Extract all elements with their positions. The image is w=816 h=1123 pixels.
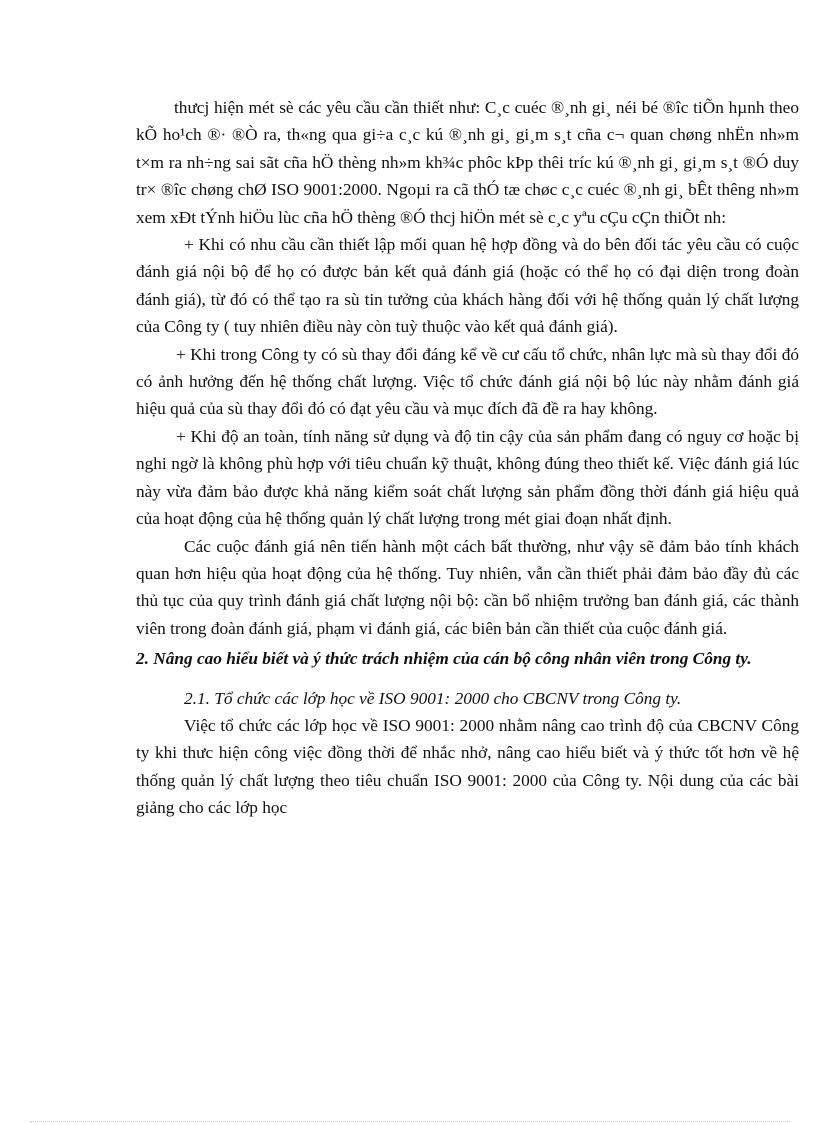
page-bottom-divider (30, 1121, 790, 1122)
body-paragraph-training: Việc tổ chức các lớp học về ISO 9001: 2000 nhằm nâng cao trình độ của CBCNV Công ty khi thưc hiện công việc đồng thời để nhắc nhở, nâng cao hiểu biết và ý thức tốt hơn về hệ thống quản lý chất lượng theo tiêu chuẩn ISO 9001: 2000 của Công ty. Nội dung của các bài giảng cho các lớp học (136, 715, 799, 818)
body-paragraph-product-safety-case: + Khi độ an toàn, tính năng sử dụng và độ tin cậy của sản phẩm đang có nguy cơ hoặc bị nghi ngờ là không phù hợp với tiêu chuẩn kỹ thuật, không đúng theo thiết kế. Việc đánh giá lúc này vừa đảm bảo được khả năng kiểm soát chất lượng sản phẩm đồng thời đánh giá hiệu quả của hoạt động của hệ thống quản lý chất lượng trong mét giai đoạn nhất định. (136, 426, 799, 529)
body-paragraph-structure-change-case: + Khi trong Công ty có sù thay đổi đáng kể về cư cấu tổ chức, nhân lực mà sù thay đổi đó có ảnh hưởng đến hệ thống chất lượng. Việc tổ chức đánh giá nội bộ lúc này nhằm đánh giá hiệu quả của sù thay đổi đó có đạt yêu cầu và mục đích đã đề ra hay không. (136, 344, 799, 419)
body-paragraph-intro: thưcj hiện mét sè các yêu cầu cần thiết như: C¸c cuéc ®¸nh gi¸ néi bé ®îc tiÕn hµnh theo kÕ ho¹ch ®· ®Ò ra, th«ng qua gi÷a c¸c kú ®¸nh gi¸ gi¸m s¸t cña c¬ quan chøng nhËn nh»m t×m ra nh÷ng sai sãt cña hÖ thèng nh»m kh¾c phôc kÞp thêi tríc kú ®¸nh gi¸ gi¸m s¸t ®Ó duy tr× ®îc chøng chØ ISO 9001:2000. Ngoµi ra cã thÓ tæ chøc c¸c cuéc ®¸nh gi¸ bÊt thêng nh»m xem xÐt tÝnh hiÖu lùc cña hÖ thèng ®Ó thcj hiÖn mét sè c¸c yªu cÇu cÇn thiÕt nh: (136, 98, 799, 227)
section-heading-2: 2. Nâng cao hiểu biết và ý thức trách nhiệm của cán bộ công nhân viên trong Công ty. (136, 649, 752, 669)
page-body (136, 94, 799, 822)
body-paragraph-irregular-audits: Các cuộc đánh giá nên tiến hành một cách bất thường, như vậy sẽ đảm bảo tính khách quan hơn hiệu qủa hoạt động của hệ thống. Tuy nhiên, vẫn cần thiết phải đảm bảo đầy đủ các thủ tục của quy trình đánh giá chất lượng nội bộ: cần bổ nhiệm trưởng ban đánh giá, các thành viên trong đoàn đánh giá, phạm vi đánh giá, các biên bản cần thiết của cuộc đánh giá. (136, 536, 799, 638)
body-paragraph-contract-case: + Khi có nhu cầu cần thiết lập mối quan hệ hợp đồng và do bên đối tác yêu cầu có cuộc đánh giá nội bộ để họ có được bản kết quả đánh giá (hoặc có thể họ có đại diện trong đoàn đánh giá), từ đó có thể tạo ra sù tin tưởng của khách hàng đối với hệ thống quản lý chất lượng của Công ty ( tuy nhiên điều này còn tuỳ thuộc vào kết quả đánh giá). (136, 235, 799, 337)
subsection-heading-2-1: 2.1. Tổ chức các lớp học về ISO 9001: 2000 cho CBCNV trong Công ty. (184, 688, 682, 708)
